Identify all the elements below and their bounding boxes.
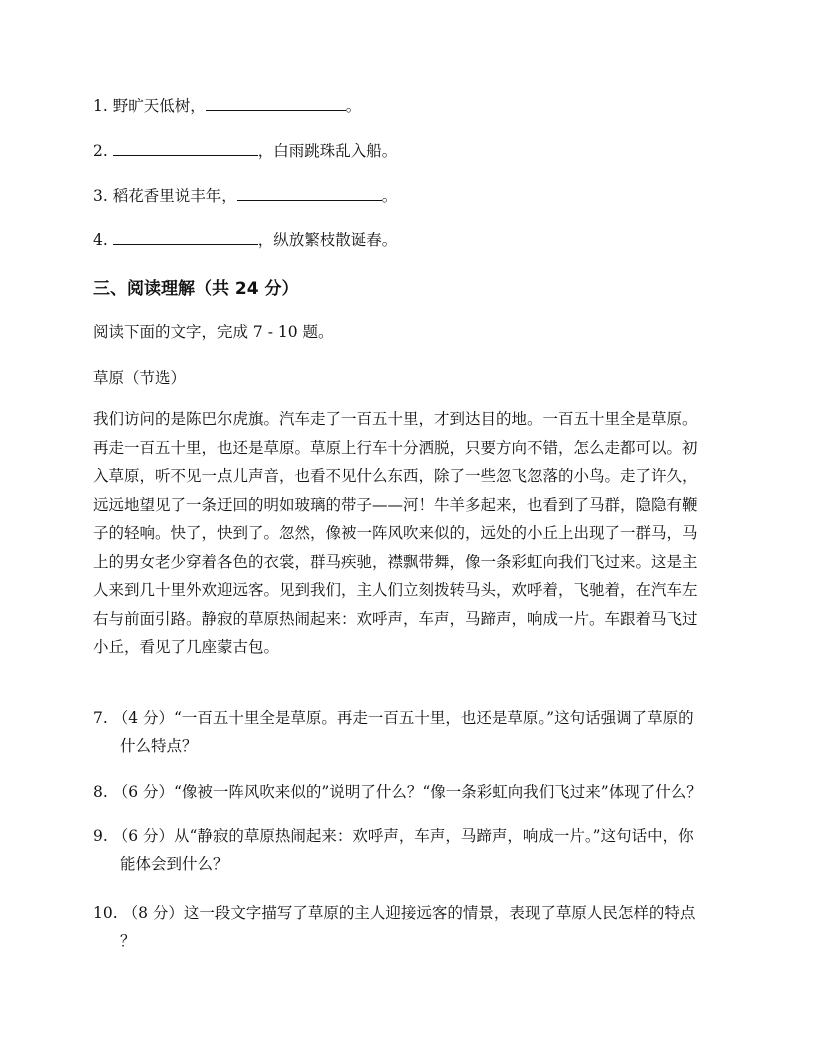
section-title: 三、阅读理解（共 24 分） bbox=[93, 279, 299, 299]
passage-line: 再走一百五十里，也还是草原。草原上行车十分洒脱，只要方向不错，怎么走都可以。初 bbox=[93, 438, 698, 457]
question-text-continued: 能体会到什么？ bbox=[120, 855, 229, 873]
passage-line: 入草原，听不见一点儿声音，也看不见什么东西，除了一些忽飞忽落的小鸟。走了许久， bbox=[93, 467, 698, 485]
passage-title: 草原（节选） bbox=[93, 369, 187, 387]
item-text-before: 野旷天低树， bbox=[112, 97, 206, 115]
answer-blank[interactable] bbox=[113, 141, 258, 156]
question-text: 9. （6 分）从“静寂的草原热闹起来：欢呼声，车声，马蹄声，响成一片。”这句话中，你 bbox=[93, 827, 694, 845]
fill-in-item-4 bbox=[93, 230, 397, 250]
answer-blank[interactable] bbox=[237, 186, 382, 201]
question-8 bbox=[93, 778, 723, 806]
question-text: 7. （4 分）“一百五十里全是草原。再走一百五十里，也还是草原。”这句话强调了草原的 bbox=[93, 709, 694, 727]
answer-blank[interactable] bbox=[113, 230, 258, 245]
question-7 bbox=[93, 704, 723, 760]
item-text-after: ，白雨跳珠乱入船。 bbox=[257, 142, 398, 160]
item-text-after: 。 bbox=[381, 187, 398, 205]
instruction: 阅读下面的文字，完成 7 - 10 题。 bbox=[93, 323, 334, 341]
item-number: 4. bbox=[93, 231, 108, 249]
passage-line: 人来到几十里外欢迎远客。见到我们，主人们立刻拨转马头，欢呼着，飞驰着，在汽车左 bbox=[93, 581, 698, 599]
fill-in-item-3 bbox=[93, 186, 397, 206]
item-number: 3. bbox=[93, 187, 108, 205]
fill-in-item-1 bbox=[93, 96, 361, 116]
item-text-before: 稻花香里说丰年， bbox=[112, 187, 237, 205]
question-text-continued: ？ bbox=[120, 932, 136, 950]
question-text: 8. （6 分）“像被一阵风吹来似的”说明了什么？“像一条彩虹向我们飞过来”体现了什么？ bbox=[93, 783, 702, 801]
passage-line: 小丘，看见了几座蒙古包。 bbox=[93, 638, 280, 656]
passage-line: 上的男女老少穿着各色的衣裳，群马疾驰，襟飘带舞，像一条彩虹向我们飞过来。这是主 bbox=[93, 552, 698, 571]
passage-line: 子的轻响。快了，快到了。忽然，像被一阵风吹来似的，远处的小丘上出现了一群马，马 bbox=[93, 524, 698, 542]
passage-line: 右与前面引路。静寂的草原热闹起来：欢呼声，车声，马蹄声，响成一片。车跟着马飞过 bbox=[93, 609, 698, 628]
item-number: 1. bbox=[93, 97, 108, 115]
question-text-continued: 什么特点？ bbox=[120, 737, 198, 755]
question-text: 10. （8 分）这一段文字描写了草原的主人迎接远客的情景，表现了草原人民怎样的特点 bbox=[93, 904, 696, 922]
passage-line: 我们访问的是陈巴尔虎旗。汽车走了一百五十里，才到达目的地。一百五十里全是草原。 bbox=[93, 410, 698, 428]
passage bbox=[93, 405, 718, 662]
item-text-after: 。 bbox=[345, 97, 362, 115]
question-10 bbox=[93, 899, 723, 955]
item-text-after: ，纵放繁枝散诞春。 bbox=[257, 231, 398, 249]
fill-in-item-2 bbox=[93, 141, 397, 161]
answer-blank[interactable] bbox=[206, 96, 346, 111]
passage-line: 远远地望见了一条迂回的明如玻璃的带子——河！牛羊多起来，也看到了马群，隐隐有鞭 bbox=[93, 495, 698, 514]
item-number: 2. bbox=[93, 142, 108, 160]
question-9 bbox=[93, 822, 723, 878]
